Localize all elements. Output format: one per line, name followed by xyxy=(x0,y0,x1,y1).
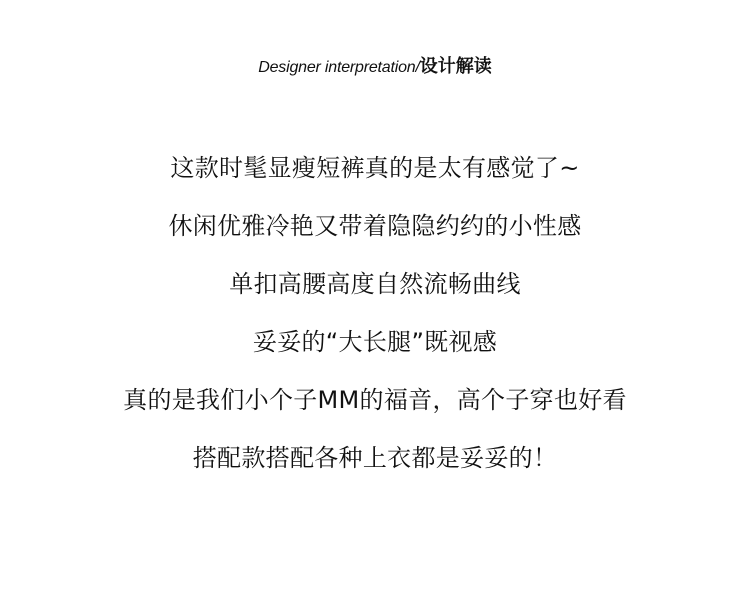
description-text xyxy=(0,148,750,496)
heading-chinese: 设计解读 xyxy=(419,56,492,77)
heading-english: Designer interpretation/ xyxy=(258,59,420,76)
description-line: 休闲优雅冷艳又带着隐隐约约的小性感 xyxy=(168,212,582,240)
description-line: 单扣高腰高度自然流畅曲线 xyxy=(229,270,521,298)
section-heading xyxy=(0,52,750,83)
description-line: 真的是我们小个子MM的福音，高个子穿也好看 xyxy=(123,386,627,414)
description-line: 搭配款搭配各种上衣都是妥妥的！ xyxy=(192,444,558,472)
description-line: 这款时髦显瘦短裤真的是太有感觉了~ xyxy=(170,154,580,182)
description-line: 妥妥的“大长腿”既视感 xyxy=(252,328,498,356)
